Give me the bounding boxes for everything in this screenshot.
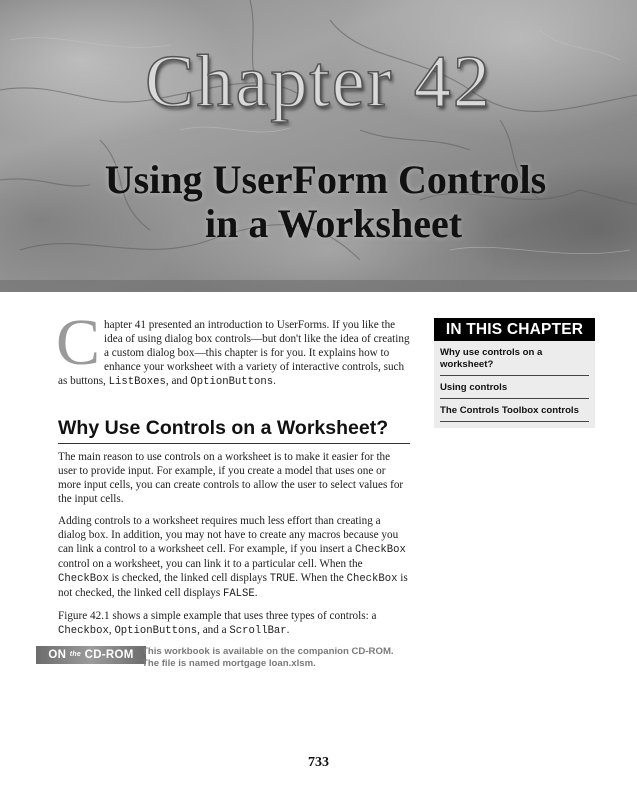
text-run: .: [254, 587, 258, 599]
code-term: OptionButtons: [114, 625, 198, 637]
chapter-title-line-1: Using UserForm Controls: [104, 157, 547, 202]
code-term: CheckBox: [346, 573, 398, 585]
cdrom-badge-on: ON: [48, 649, 67, 661]
text-run: is checked, the linked cell displays: [108, 572, 270, 584]
code-term: ScrollBar: [229, 625, 287, 637]
text-run: .: [286, 624, 290, 636]
cdrom-note-text: This workbook is available on the companion CD-ROM. The file is named mortgage loan.xlsm.: [142, 646, 394, 669]
chapter-banner: [0, 0, 637, 292]
text-run: , and a: [197, 624, 230, 636]
body-paragraph-3: [58, 609, 410, 638]
text-run: .: [273, 375, 276, 387]
sidebar-item-controls-toolbox: The Controls Toolbox controls: [440, 399, 589, 422]
page-number: 733: [308, 755, 329, 770]
intro-text: [56, 306, 410, 389]
text-run: control on a worksheet, you can link it to a particular cell. When the: [58, 558, 363, 570]
code-term: ListBoxes: [108, 376, 166, 388]
section-heading: Why Use Controls on a Worksheet?: [58, 416, 410, 444]
text-run: . When the: [295, 572, 347, 584]
code-term: CheckBox: [355, 544, 406, 556]
text-run: Adding controls to a worksheet requires much less effort than creating a dialog box. In addition, you may not have to create any macros because you can link a control to a worksheet cell. For example, if you insert a: [58, 515, 399, 555]
body-paragraph-1: The main reason to use controls on a worksheet is to make it easier for the user to provide input. For example, if you create a model that uses one or more input cells, you can create controls to allow the user to select values for the input cells.: [58, 451, 404, 505]
code-term: OptionButtons: [190, 376, 274, 388]
code-term: TRUE: [269, 573, 296, 585]
text-run: ,: [108, 624, 115, 636]
code-term: Checkbox: [58, 625, 109, 637]
chapter-number: Chapter 42: [145, 41, 492, 123]
intro-paragraph: [56, 306, 410, 390]
cdrom-badge-the: the: [69, 651, 82, 658]
code-term: CheckBox: [58, 573, 109, 585]
cdrom-badge-icon: [36, 646, 146, 664]
main-column: [48, 306, 410, 678]
cdrom-note: [48, 646, 410, 678]
chapter-title-line-2: in a Worksheet: [204, 201, 463, 246]
text-run: Figure 42.1 shows a simple example that uses three types of controls: a: [58, 610, 377, 622]
text-run: , and: [165, 375, 191, 387]
sidebar-heading: IN THIS CHAPTER: [434, 318, 595, 341]
in-this-chapter-sidebar: [434, 318, 595, 428]
body-paragraph-2: [58, 514, 410, 601]
cdrom-badge-cdrom: CD-ROM: [84, 649, 134, 661]
sidebar-item-why-use-controls: Why use controls on a worksheet?: [440, 341, 589, 376]
sidebar-item-using-controls: Using controls: [440, 376, 589, 399]
code-term: FALSE: [222, 588, 255, 600]
text-run: hapter 41 presented an introduction to UserForms. If you like the idea of using dialog box controls—but don't like the idea of creating a custom dialog box—this chapter is for you. It explains how to enhance your worksheet with a variety of interactive controls, such as buttons,: [58, 319, 410, 387]
text-run: is not checked, the linked cell displays: [58, 572, 408, 599]
chapter-title: [0, 158, 637, 246]
drop-cap: C: [56, 306, 101, 379]
